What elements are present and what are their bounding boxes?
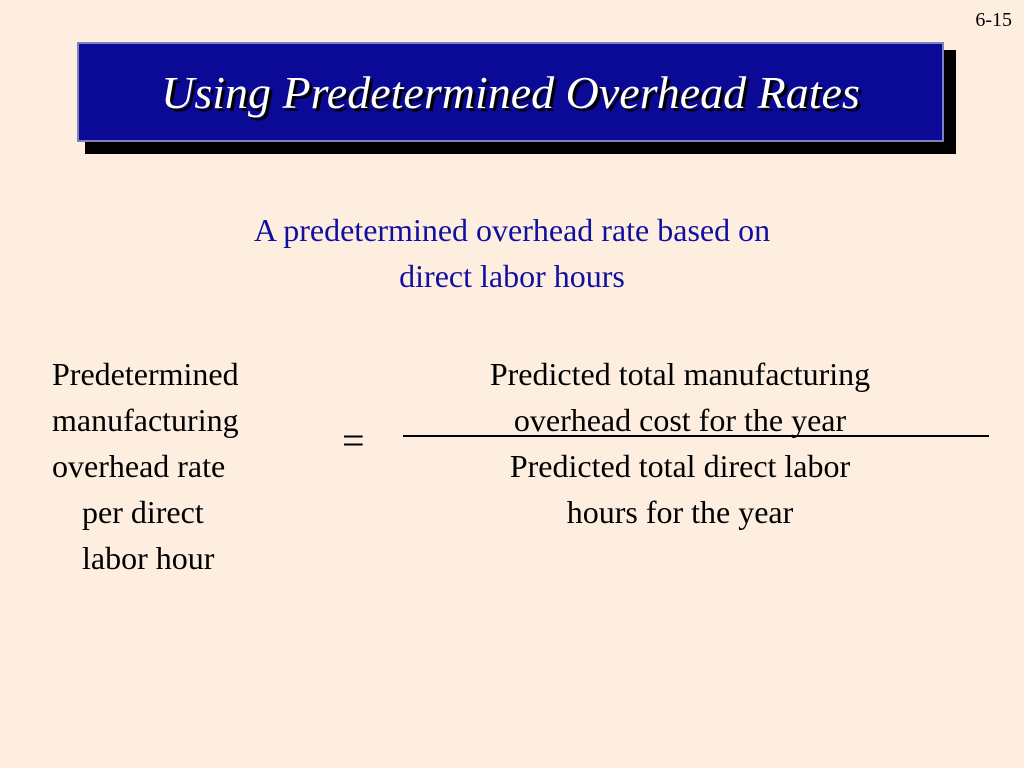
- lhs-line: manufacturing: [52, 402, 239, 438]
- subtitle-line: A predetermined overhead rate based on: [253, 212, 771, 248]
- formula-denominator: [380, 443, 980, 535]
- denominator-line: hours for the year: [566, 494, 794, 530]
- subtitle: [150, 207, 874, 299]
- formula-numerator: [380, 351, 980, 443]
- lhs-line: per direct: [82, 494, 204, 530]
- denominator-line: Predicted total direct labor: [509, 448, 851, 484]
- numerator-line: Predicted total manufacturing: [489, 356, 871, 392]
- lhs-line: Predetermined: [52, 356, 239, 392]
- slide-title: Using Predetermined Overhead Rates: [161, 66, 860, 118]
- equals-sign: =: [342, 418, 365, 463]
- formula-left-side: [52, 351, 239, 581]
- slide-number: 6-15: [975, 9, 1012, 31]
- numerator-line: overhead cost for the year: [513, 402, 847, 438]
- subtitle-line: direct labor hours: [399, 258, 625, 294]
- lhs-line: labor hour: [82, 540, 215, 576]
- title-banner: [77, 42, 944, 142]
- lhs-line: overhead rate: [52, 448, 226, 484]
